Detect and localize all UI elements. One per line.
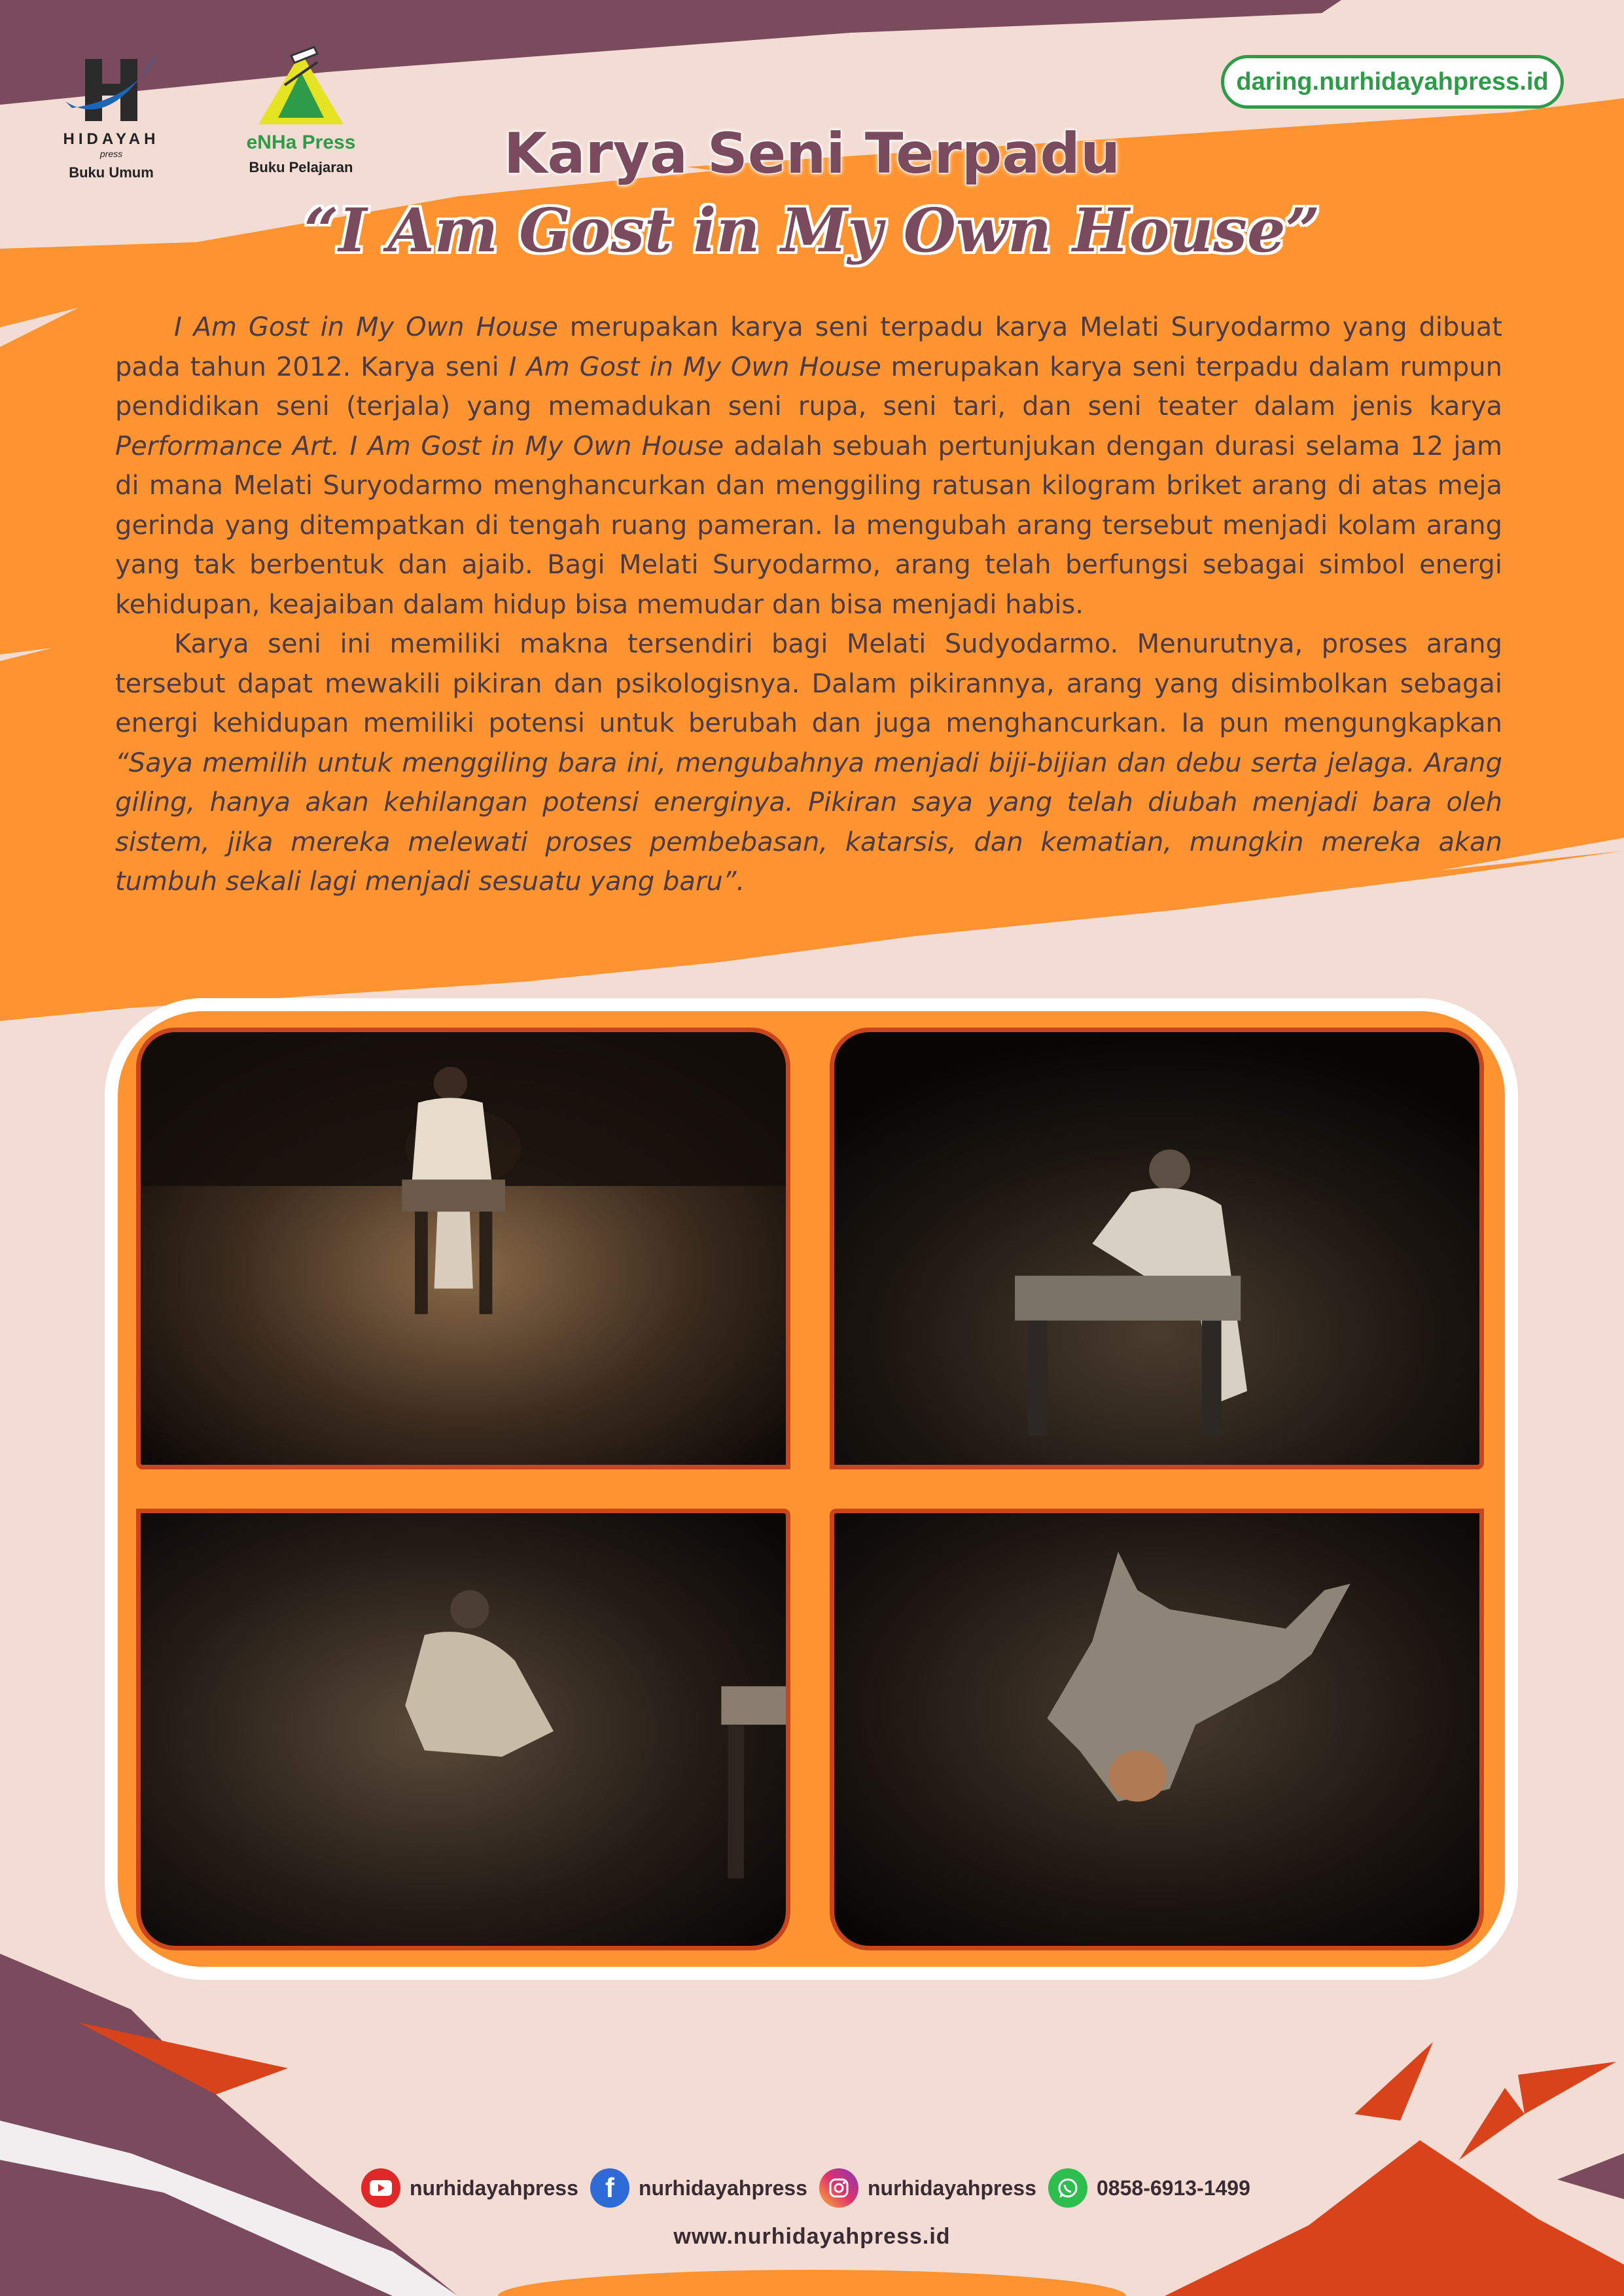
p2-run: Karya seni ini memiliki makna tersendiri bagi Melati Sudyodarmo. Menurutnya, proses arang tersebut dapat mewakili pikiran dan psikologisnya. Dalam pikirannya, arang yang disimbolkan sebagai energi kehidupan memiliki potensi untuk berubah dan juga menghancurkan. Ia pun mengungkapkan bbox=[115, 629, 1502, 738]
enha-caption: Buku Pelajaran bbox=[249, 159, 353, 175]
facebook-icon: f bbox=[590, 2168, 629, 2208]
enha-pencil-icon bbox=[252, 46, 350, 131]
hidayah-brand: HIDAYAH bbox=[63, 130, 160, 148]
facebook-handle: nurhidayahpress bbox=[639, 2176, 807, 2200]
paragraph-2 bbox=[115, 624, 1502, 902]
hidayah-sub: press bbox=[99, 149, 123, 159]
site-badge[interactable]: daring.nurhidayahpress.id bbox=[1221, 55, 1564, 109]
youtube-handle: nurhidayahpress bbox=[410, 2176, 578, 2200]
hidayah-caption: Buku Umum bbox=[69, 164, 154, 181]
youtube-icon bbox=[361, 2168, 400, 2208]
performance-photo-4 bbox=[830, 1509, 1484, 1950]
page-title: Karya Seni Terpadu bbox=[503, 121, 1121, 187]
facebook-link[interactable] bbox=[590, 2168, 807, 2208]
paragraph-1 bbox=[115, 308, 1502, 624]
article-body bbox=[115, 308, 1502, 902]
youtube-link[interactable] bbox=[361, 2168, 578, 2208]
enha-brand: eNHa Press bbox=[246, 132, 356, 153]
performance-photo-1 bbox=[136, 1028, 790, 1469]
p1-run: I Am Gost in My Own House bbox=[174, 312, 558, 342]
instagram-link[interactable] bbox=[819, 2168, 1036, 2208]
p2-run: “Saya memilih untuk menggiling bara ini, mengubahnya menjadi biji-bijian dan debu serta jelaga. Arang giling, hanya akan kehilangan potensi energinya. Pikiran saya yang telah diubah menjadi bara oleh sistem, jika mereka melewati proses pembebasan, katarsis, dan kematian, mungkin mereka akan tumbuh sekali lagi menjadi sesuatu yang baru”. bbox=[115, 747, 1502, 897]
whatsapp-number: 0858-6913-1499 bbox=[1097, 2176, 1250, 2200]
whatsapp-icon bbox=[1048, 2168, 1087, 2208]
whatsapp-link[interactable] bbox=[1048, 2168, 1250, 2208]
p1-run: merupakan karya seni terpadu karya Melati Suryodarmo yang dibuat pada tahun 2012. Karya seni bbox=[115, 312, 1502, 382]
instagram-icon bbox=[819, 2168, 858, 2208]
hidayah-h-icon bbox=[59, 46, 164, 131]
p1-run: merupakan karya seni terpadu dalam rumpun pendidikan seni (terjala) yang memadukan seni rupa, seni tari, dan seni teater dalam jenis karya bbox=[115, 351, 1502, 422]
instagram-handle: nurhidayahpress bbox=[868, 2176, 1036, 2200]
page-subtitle: “I Am Gost in My Own House” bbox=[304, 195, 1320, 266]
footer-website[interactable]: www.nurhidayahpress.id bbox=[673, 2224, 951, 2249]
p1-run: adalah sebuah pertunjukan dengan durasi selama 12 jam di mana Melati Suryodarmo menghancurkan dan menggiling ratusan kilogram briket arang di atas meja gerinda yang ditempatkan di tengah ruang pameran. Ia mengubah arang tersebut menjadi kolam arang yang tak berbentuk dan ajaib. Bagi Melati Suryodarmo, arang telah berfungsi sebagai simbol energi kehidupan, keajaiban dalam hidup bisa memudar dan bisa menjadi habis. bbox=[115, 431, 1502, 620]
performance-photo-3 bbox=[136, 1509, 790, 1950]
p1-run: I Am Gost in My Own House bbox=[508, 351, 881, 382]
performance-photo-2 bbox=[830, 1028, 1484, 1469]
p1-run: Performance Art. I Am Gost in My Own House bbox=[115, 431, 724, 461]
